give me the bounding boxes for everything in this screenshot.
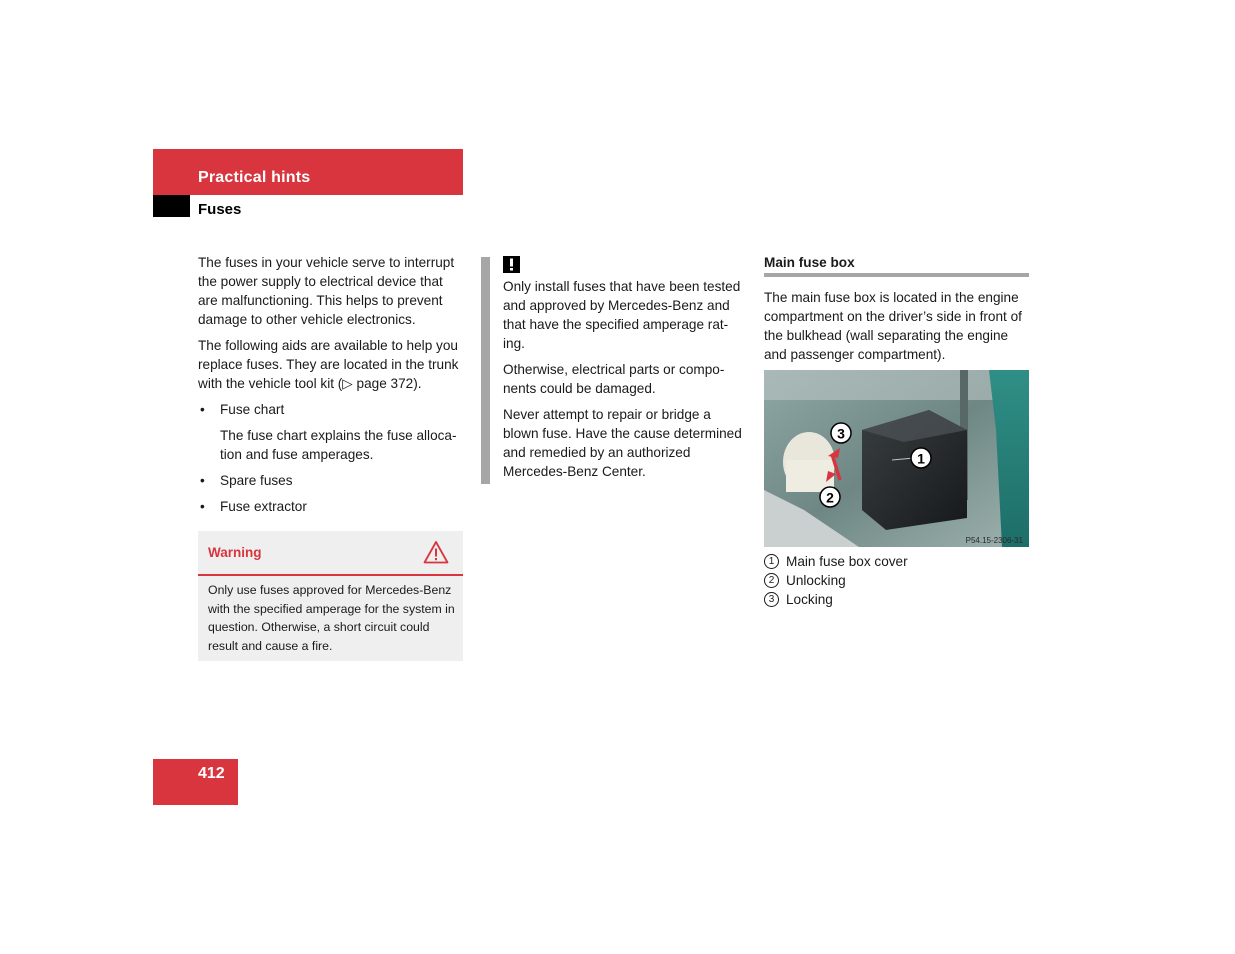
legend-number: 2 <box>764 573 779 588</box>
bullet-icon: • <box>200 402 205 417</box>
intro-paragraph: The following aids are available to help you replace fuses. They are located in the trunk with the vehicle tool kit (▷ page 372). <box>198 338 459 391</box>
intro-column <box>198 253 466 523</box>
warning-title: Warning <box>208 545 262 560</box>
subsection-title: Fuses <box>198 201 242 218</box>
exclamation-icon <box>503 256 520 273</box>
callout-1: 1 <box>917 450 925 467</box>
notice-paragraph: Never attempt to repair or bridge a blown fuse. Have the cause determined and remedied by an authorized Mercedes-Benz Center. <box>503 407 742 479</box>
list-item-label: Spare fuses <box>220 473 293 488</box>
main-fuse-box-heading-wrap <box>764 253 1030 272</box>
bullet-icon: • <box>200 473 205 488</box>
legend-item <box>764 590 1029 609</box>
list-item-label: Fuse chart <box>220 402 285 417</box>
list-item <box>198 400 466 419</box>
warning-box <box>198 531 463 661</box>
list-item-detail: The fuse chart explains the fuse alloca-tion and fuse amperages. <box>220 428 457 462</box>
callout-2: 2 <box>826 489 834 506</box>
list-item-label: Fuse extractor <box>220 499 307 514</box>
page-number-tab <box>153 759 238 805</box>
subsection-marker <box>153 195 190 217</box>
legend-number: 3 <box>764 592 779 607</box>
notice-paragraph: Otherwise, electrical parts or compo-nents could be damaged. <box>503 362 725 396</box>
warning-header <box>198 531 463 576</box>
warning-text: Only use fuses approved for Mercedes-Benz with the specified amperage for the system in question. Otherwise, a short circuit could result and cause a fire. <box>208 583 455 653</box>
photo-code: P54.15-2306-31 <box>965 536 1023 545</box>
legend-item <box>764 552 1029 571</box>
section-title: Practical hints <box>198 169 311 186</box>
notice-paragraph: Only install fuses that have been tested and approved by Mercedes-Benz and that have the specified amperage rat-ing. <box>503 279 741 351</box>
legend-number: 1 <box>764 554 779 569</box>
list-item <box>198 471 466 490</box>
page-number: 412 <box>198 765 225 782</box>
notice-bar <box>481 257 490 484</box>
legend-label: Main fuse box cover <box>786 554 908 569</box>
bullet-icon: • <box>200 499 205 514</box>
heading-rule <box>764 273 1029 277</box>
photo-legend <box>764 552 1029 609</box>
legend-label: Locking <box>786 592 833 607</box>
list-item <box>198 497 466 516</box>
main-fuse-box-title: Main fuse box <box>764 255 855 270</box>
notice-text <box>503 277 748 488</box>
fuse-box-photo <box>764 370 1029 547</box>
legend-label: Unlocking <box>786 573 846 588</box>
main-fuse-box-description: The main fuse box is located in the engine compartment on the driver’s side in front of the bulkhead (wall separating the engine and passenger compartment). <box>764 290 1022 362</box>
callout-3: 3 <box>837 425 845 442</box>
warning-triangle-icon <box>423 540 449 564</box>
intro-paragraph: The fuses in your vehicle serve to interrupt the power supply to electrical device that are malfunctioning. This helps to prevent damage to other vehicle electronics. <box>198 255 455 327</box>
legend-item <box>764 571 1029 590</box>
